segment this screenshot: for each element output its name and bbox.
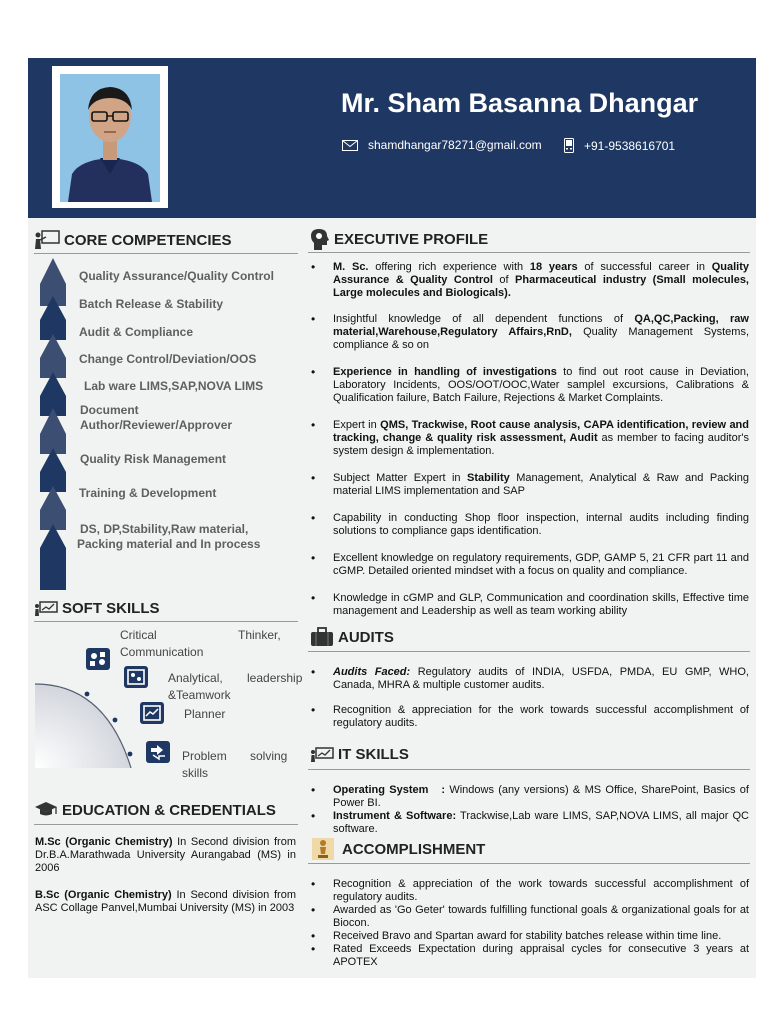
list-item: • Expert in QMS, Trackwise, Root cause analysis, CAPA identification, review and tracking, change & quality risk assessment, Audit as member to facing auditor's system design & implementation. [307,419,749,458]
competency-item: Batch Release & Stability [79,297,224,311]
education-rule [34,824,298,825]
audits-heading: AUDITS [310,627,394,647]
presentation-icon [34,230,60,250]
trophy-icon [312,838,334,860]
list-item: • Rated Exceeds Expectation during appraisal cycles for consecutive 3 years at APOTEX [307,943,749,969]
list-item: • Awarded as 'Go Geter' towards fulfilling functional goals & organizational goals for at Biocon. [307,904,749,930]
list-item: • Knowledge in cGMP and GLP, Communication and coordination skills, Effective time management and Leadership as well as team working ability [307,592,749,618]
soft-skill-text: solving [250,749,288,763]
education-entry: B.Sc (Organic Chemistry) In Second division from ASC Collage Panvel,Mumbai University (MS) in 2003 [35,889,297,914]
soft-skill-text: Problem [182,749,227,763]
list-item: • Operating System : Windows (any versions) & MS Office, SharePoint, Basics of Power BI. [307,784,749,810]
briefcase-icon [310,627,334,647]
list-item: • Excellent knowledge on regulatory requirements, GDP, GAMP 5, 21 CFR part 11 and cGMP. Detailed oriented mindset with a focus on quality and compliance. [307,552,749,578]
candidate-name: Mr. Sham Basanna Dhangar [341,88,699,118]
list-item: • Recognition & appreciation of the work towards successful accomplishment of regulatory audits. [307,878,749,904]
graduation-cap-icon [34,801,58,819]
it-skills-list [307,784,749,836]
chart-board-icon [34,601,58,617]
executive-profile-heading: EXECUTIVE PROFILE [310,228,488,250]
soft-skill-text: &Teamwork [168,688,231,702]
list-item: • Insightful knowledge of all dependent functions of QA,QC,Packing, raw material,Warehouse,Regulatory Affairs,RnD, Quality Management Systems, compliance & so on [307,313,749,352]
soft-skill-text: Critical [120,628,157,642]
list-item: • Audits Faced: Regulatory audits of INDIA, USFDA, PMDA, EU GMP, WHO, Canada, MHRA & multiple customer audits. [307,666,749,692]
header-banner [28,58,756,218]
executive-profile-rule [308,252,750,253]
competency-item: Author/Reviewer/Approver [80,418,233,432]
soft-skills-heading: SOFT SKILLS [34,600,160,617]
accomplishment-rule [308,863,750,864]
email-text: shamdhangar78271@gmail.com [368,138,542,152]
executive-profile-list [307,261,749,618]
profile-photo-frame [52,66,168,208]
profile-photo [60,74,160,202]
competency-arrow-icon [38,258,68,590]
list-item: • Instrument & Software: Trackwise,Lab ware LIMS, SAP,NOVA LIMS, all major QC software. [307,810,749,836]
education-heading: EDUCATION & CREDENTIALS [34,801,276,819]
list-item: • Received Bravo and Spartan award for stability batches release within time line. [307,930,749,943]
competency-item: DS, DP,Stability,Raw material, [80,522,249,536]
email-contact[interactable] [342,138,542,152]
phone-contact[interactable] [564,138,675,153]
soft-skill-text: Communication [120,645,204,659]
soft-skill-text: skills [182,766,208,780]
planner-icon [140,702,164,724]
core-competencies-rule [34,253,298,254]
communication-icon [86,648,110,670]
teamwork-icon [124,666,148,688]
list-item: • M. Sc. offering rich experience with 18 years of successful career in Quality Assurance & Quality Control of Pharmaceutical industry (Small molecules, Large molecules and Biologicals). [307,261,749,300]
competency-item: Training & Development [79,486,217,500]
chart-board-icon [310,747,334,763]
audits-rule [308,651,750,652]
competency-item: Quality Assurance/Quality Control [79,269,274,283]
core-competencies-heading: CORE COMPETENCIES [34,230,232,250]
it-skills-rule [308,769,750,770]
soft-skill-text: Thinker, [238,628,281,642]
competency-item: Packing material and In process [77,537,261,551]
education-entry: M.Sc (Organic Chemistry) In Second division from Dr.B.A.Marathwada University Aurangabad (MS) in 2006 [35,836,297,874]
problem-solving-icon [146,741,170,763]
accomplishment-list [307,878,749,969]
phone-icon [564,138,574,153]
soft-skill-text: Planner [184,707,226,721]
competency-item: Lab ware LIMS,SAP,NOVA LIMS [84,379,264,393]
soft-skill-text: leadership [247,671,303,685]
list-item: • Recognition & appreciation for the work towards successful accomplishment of regulatory audits. [307,704,749,730]
head-profile-icon [310,228,330,250]
accomplishment-heading: ACCOMPLISHMENT [312,838,485,860]
soft-skills-rule [34,621,298,622]
competency-item: Audit & Compliance [79,325,194,339]
soft-skill-text: Analytical, [168,671,223,685]
it-skills-heading: IT SKILLS [310,746,409,763]
list-item: • Capability in conducting Shop floor inspection, internal audits including finding solutions to compliance gaps identification. [307,512,749,538]
phone-text: +91-9538616701 [584,138,676,153]
list-item: • Experience in handling of investigations to find out root cause in Deviation, Laboratory Incidents, OOS/OOT/OOC,Water samplel excursions, Calibrations & Qualification failure, Batch Failure, Rejections & Market Complaints. [307,366,749,405]
audits-list [307,666,749,730]
competency-item: Quality Risk Management [80,452,227,466]
competency-item: Change Control/Deviation/OOS [79,352,257,366]
competency-item: Document [80,403,139,417]
list-item: • Subject Matter Expert in Stability Management, Analytical & Raw and Packing material LIMS implementation and SAP [307,472,749,498]
envelope-icon [342,140,358,151]
soft-skills-arc-graphic [35,676,135,768]
